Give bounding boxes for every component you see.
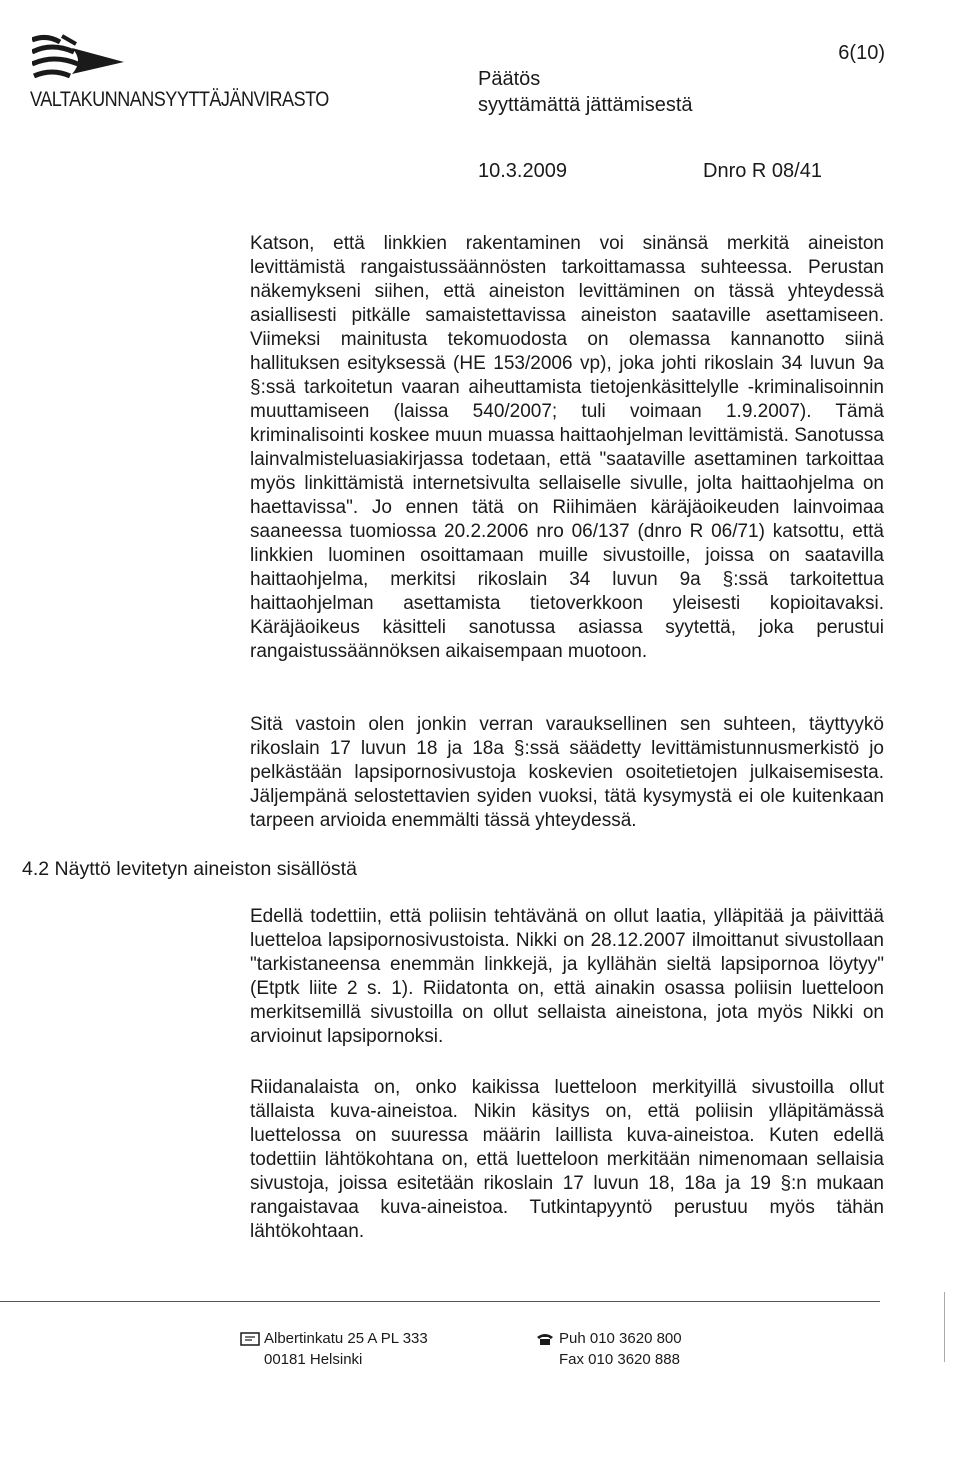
document-type-line1: Päätös bbox=[478, 68, 541, 90]
document-type-line2: syyttämättä jättämisestä bbox=[478, 94, 693, 116]
body-paragraph-4: Riidanalaista on, onko kaikissa luetteloon merkityillä sivustoilla ollut tällaista kuva-aineistoa. Nikin käsitys on, että poliisin ylläpitämässä luettelossa on suuressa määrin laillista kuva-aineistoa. Kuten edellä todettiin lähtökohtana on, että luetteloon merkitään nimenomaan sellaisia sivustoja, joissa esitetään rikoslain 17 luvun 18, 18a ja 19 §:n mukaan rangaistavaa kuva-aineistoa. Tutkintapyyntö perustuu myös tähän lähtökohtaan. bbox=[250, 1077, 884, 1242]
page-number: 6(10) bbox=[838, 42, 885, 64]
phone-number: Puh 010 3620 800 bbox=[559, 1330, 682, 1347]
document-date: 10.3.2009 bbox=[478, 160, 567, 182]
edge-mark bbox=[944, 1292, 945, 1362]
telephone-icon bbox=[535, 1332, 555, 1346]
organization-name: VALTAKUNNANSYYTTÄJÄNVIRASTO bbox=[30, 88, 329, 111]
footer-address bbox=[240, 1328, 428, 1370]
document-type bbox=[478, 66, 693, 118]
logo-emblem-icon bbox=[32, 30, 132, 86]
address-line2: 00181 Helsinki bbox=[264, 1351, 363, 1368]
body-paragraph-2: Sitä vastoin olen jonkin verran varauksellinen sen suhteen, täyttyykö rikoslain 17 luvun 18 ja 18a §:ssä säädetty levittämistunnusmerkistö jo pelkästään lapsipornosivustoja koskevien osoitetietojen julkaisemisesta. Jäljempänä selostettavien syiden vuoksi, tätä kysymystä ei ole kuitenkaan tarpeen arvioida enemmälti tässä yhteydessä. bbox=[250, 714, 884, 831]
body-paragraph-1: Katson, että linkkien rakentaminen voi sinänsä merkitä aineiston levittämistä rangaistussäännösten tarkoittamassa suhteessa. Perustan näkemykseni siihen, että aineiston levittäminen on tässä yhteydessä asiallisesti pitkälle samaistettavissa aineiston saataville asettamiseen. Viimeksi mainitusta tekomuodosta on olemassa kannanotto siinä hallituksen esityksessä (HE 153/2006 vp), joka johti rikoslain 34 luvun 9a §:ssä tarkoitetun vaaran aiheuttamista tietojenkäsittelylle -kriminalisoinnin muuttamiseen (laissa 540/2007; tuli voimaan 1.9.2007). Tämä kriminalisointi koskee muun muassa haittaohjelman levittämistä. Sanotussa lainvalmisteluasiakirjassa todetaan, että "saataville asettaminen tarkoittaa myös linkittämistä internetsivulta sellaiselle sivulle, jolta haittaohjelma on haettavissa". Jo ennen tätä on Riihimäen käräjäoikeuden lainvoimaa saaneessa tuomiossa 20.2.2006 nro 06/137 (dnro R 06/71) katsottu, että linkkien luominen osoittamaan muille sivustoille, joissa on saatavilla haittaohjelma, merkitsi rikoslain 34 luvun 9a §:ssä tarkoitettua haittaohjelman asettamista tietoverkkoon yleisesti kopioitavaksi. Käräjäoikeus käsitteli sanotussa asiassa syytettä, joka perustui rangaistussäännöksen aikaisempaan muotoon. bbox=[250, 233, 884, 662]
address-line1: Albertinkatu 25 A PL 333 bbox=[264, 1330, 428, 1347]
body-paragraph-3: Edellä todettiin, että poliisin tehtävänä on ollut laatia, ylläpitää ja päivittää luetteloa lapsipornosivustoista. Nikki on 28.12.2007 ilmoittanut sivustollaan "tarkistaneensa enemmän linkkejä, ja kyllähän sieltä lapsipornoa löytyy" (Etptk liite 2 s. 1). Riidatonta on, että ainakin osassa poliisin luetteloon merkitsemillä sivustoilla on ollut sellaista aineistona, jota myös Nikki on arvioinut lapsipornoksi. bbox=[250, 906, 884, 1047]
organization-logo bbox=[30, 30, 340, 112]
section-heading: 4.2 Näyttö levitetyn aineiston sisällöstä bbox=[22, 858, 357, 880]
footer-divider bbox=[0, 1301, 880, 1302]
document-dnro: Dnro R 08/41 bbox=[703, 160, 822, 182]
mailbox-icon bbox=[240, 1332, 260, 1346]
fax-number: Fax 010 3620 888 bbox=[559, 1351, 680, 1368]
footer-contact bbox=[535, 1328, 682, 1370]
